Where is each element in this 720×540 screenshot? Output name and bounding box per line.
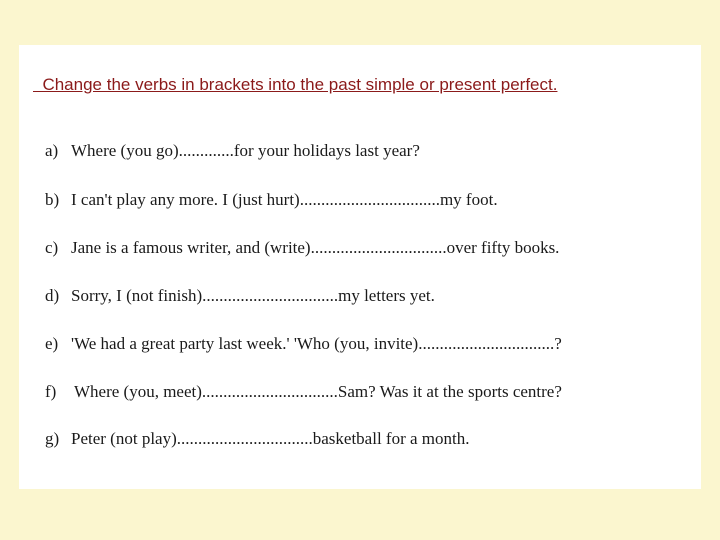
exercise-text: Peter (not play)................................basketball for a month. (71, 429, 470, 448)
exercise-text: Where (you, meet)................................Sam? Was it at the sports centre? (74, 382, 562, 401)
exercise-letter: d) (45, 286, 60, 305)
exercise-text: Jane is a famous writer, and (write)................................over fifty books. (71, 238, 560, 257)
exercise-letter: e) (45, 334, 59, 353)
instruction-heading: Change the verbs in brackets into the past simple or present perfect. (33, 75, 558, 94)
exercise-text: 'We had a great party last week.' 'Who (you, invite)................................? (71, 334, 562, 353)
exercise-text: I can't play any more. I (just hurt).................................my foot. (71, 190, 498, 209)
exercise-letter: g) (45, 429, 60, 448)
exercise-letter: c) (45, 238, 59, 257)
exercise-text: Where (you go).............for your holidays last year? (71, 141, 420, 160)
exercise-letter: a) (45, 141, 59, 160)
exercise-letter: f) (45, 382, 57, 401)
exercise-text: Sorry, I (not finish)................................my letters yet. (71, 286, 435, 305)
exercise-item-g (28, 409, 469, 469)
exercise-letter: b) (45, 190, 60, 209)
worksheet (19, 45, 701, 489)
